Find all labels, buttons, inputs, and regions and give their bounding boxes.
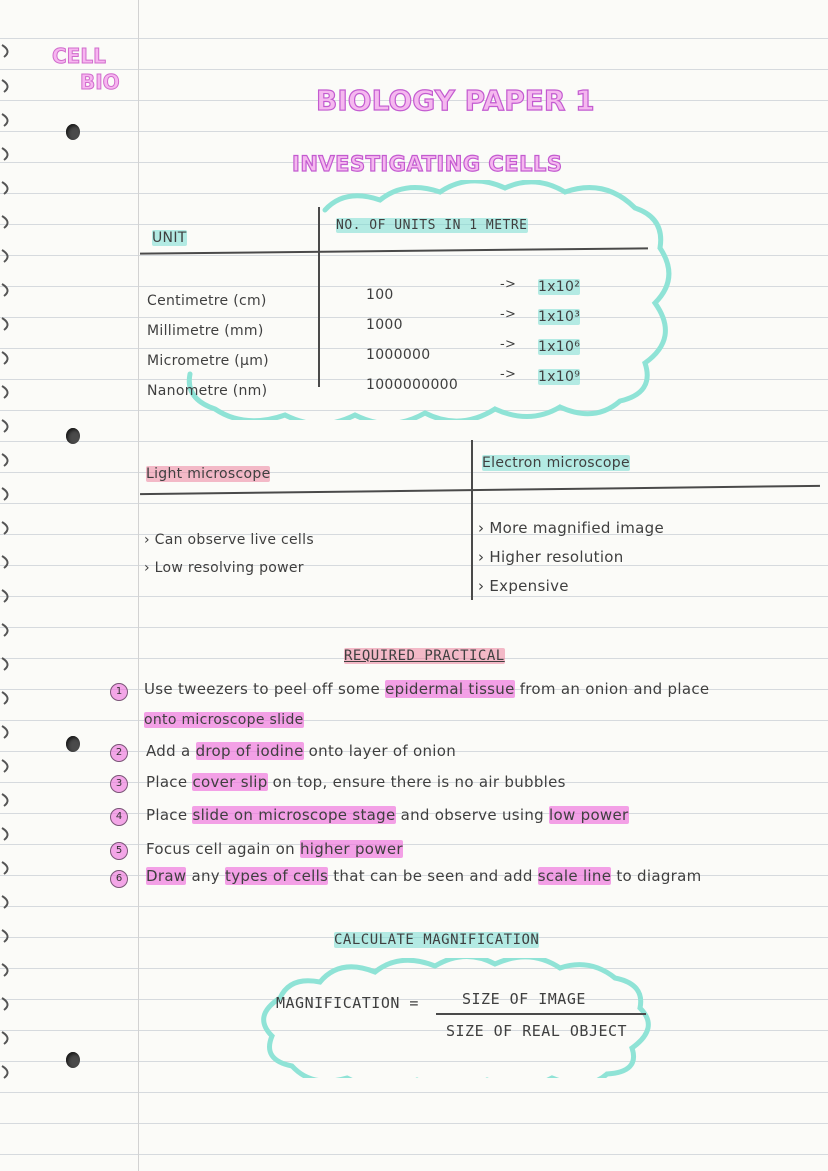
electron-point: Higher resolution (489, 548, 624, 566)
sci-notation: 1x10² (538, 279, 581, 295)
step-number: 1 (110, 683, 128, 701)
step-number: 3 (110, 775, 128, 793)
highlight: epidermal tissue (385, 680, 515, 698)
practical-step-5: Focus cell again on higher power (146, 840, 403, 858)
highlight: scale line (537, 867, 612, 885)
spiral-binding (0, 0, 18, 1171)
highlight: cover slip (192, 773, 268, 791)
electron-point: Expensive (489, 577, 569, 595)
formula-cloud-outline (250, 958, 680, 1078)
practical-heading: REQUIRED PRACTICAL (344, 648, 505, 664)
unit-name: Centimetre (cm) (147, 293, 267, 309)
step-number: 6 (110, 870, 128, 888)
highlight: slide on microscope stage (192, 806, 396, 824)
fraction-bar (436, 1013, 646, 1015)
units-counts-column (366, 280, 458, 400)
units-arrows-column (500, 270, 516, 390)
unit-name: Millimetre (mm) (147, 323, 264, 339)
unit-count: 1000000000 (366, 377, 459, 393)
punch-hole (66, 124, 80, 140)
units-names-column (147, 286, 269, 406)
corner-label-line2: BIO (80, 70, 120, 94)
practical-step-1-continued (144, 712, 304, 728)
highlight: low power (549, 806, 629, 824)
step-number: 4 (110, 808, 128, 826)
highlight: drop of iodine (195, 742, 304, 760)
margin-line (138, 0, 139, 1171)
electron-microscope-header: Electron microscope (482, 455, 630, 471)
practical-step-2: Add a drop of iodine onto layer of onion (146, 742, 457, 760)
highlight: Draw (146, 867, 187, 885)
arrow: -> (500, 277, 517, 292)
page-subtitle: INVESTIGATING CELLS (292, 152, 563, 176)
page-title: BIOLOGY PAPER 1 (316, 84, 595, 117)
punch-hole (66, 1052, 80, 1068)
arrow: -> (500, 337, 517, 352)
light-point: Can observe live cells (154, 532, 314, 548)
arrow: -> (500, 307, 517, 322)
electron-point: More magnified image (489, 519, 665, 537)
unit-name: Nanometre (nm) (147, 383, 268, 399)
step-number: 2 (110, 744, 128, 762)
practical-step-4: Place slide on microscope stage and observe using low power (146, 806, 629, 824)
highlight: onto microscope slide (144, 712, 304, 728)
sci-notation: 1x10³ (538, 309, 581, 325)
sci-notation: 1x10⁹ (538, 369, 581, 385)
step-number: 5 (110, 842, 128, 860)
microscope-column-rule (471, 440, 473, 600)
units-col-header-unit: UNIT (152, 230, 187, 246)
highlight: higher power (300, 840, 403, 858)
magnification-heading: CALCULATE MAGNIFICATION (334, 932, 540, 948)
practical-step-6: Draw any types of cells that can be seen and add scale line to diagram (146, 867, 702, 885)
units-col-header-count: NO. OF UNITS IN 1 METRE (336, 218, 528, 233)
corner-label-line1: CELL (52, 44, 106, 68)
electron-microscope-points: › More magnified image › Higher resolution › Expensive (478, 519, 665, 595)
unit-name: Micrometre (μm) (147, 353, 269, 369)
practical-step-3: Place cover slip on top, ensure there is no air bubbles (146, 773, 566, 791)
punch-hole (66, 428, 80, 444)
units-sci-column (538, 272, 580, 392)
magnification-lhs: MAGNIFICATION = (276, 994, 419, 1012)
unit-count: 100 (366, 287, 394, 303)
magnification-numerator: SIZE OF IMAGE (462, 990, 586, 1008)
sci-notation: 1x10⁶ (538, 339, 581, 355)
light-microscope-points: › Can observe live cells › Low resolving power (144, 532, 314, 576)
magnification-denominator: SIZE OF REAL OBJECT (446, 1022, 628, 1040)
light-microscope-header: Light microscope (146, 466, 271, 482)
arrow: -> (500, 367, 517, 382)
units-column-rule (318, 207, 320, 387)
highlight: types of cells (225, 867, 329, 885)
light-point: Low resolving power (154, 560, 304, 576)
practical-step-1: Use tweezers to peel off some epidermal tissue from an onion and place (144, 680, 710, 698)
unit-count: 1000 (366, 317, 403, 333)
punch-hole (66, 736, 80, 752)
unit-count: 1000000 (366, 347, 431, 363)
